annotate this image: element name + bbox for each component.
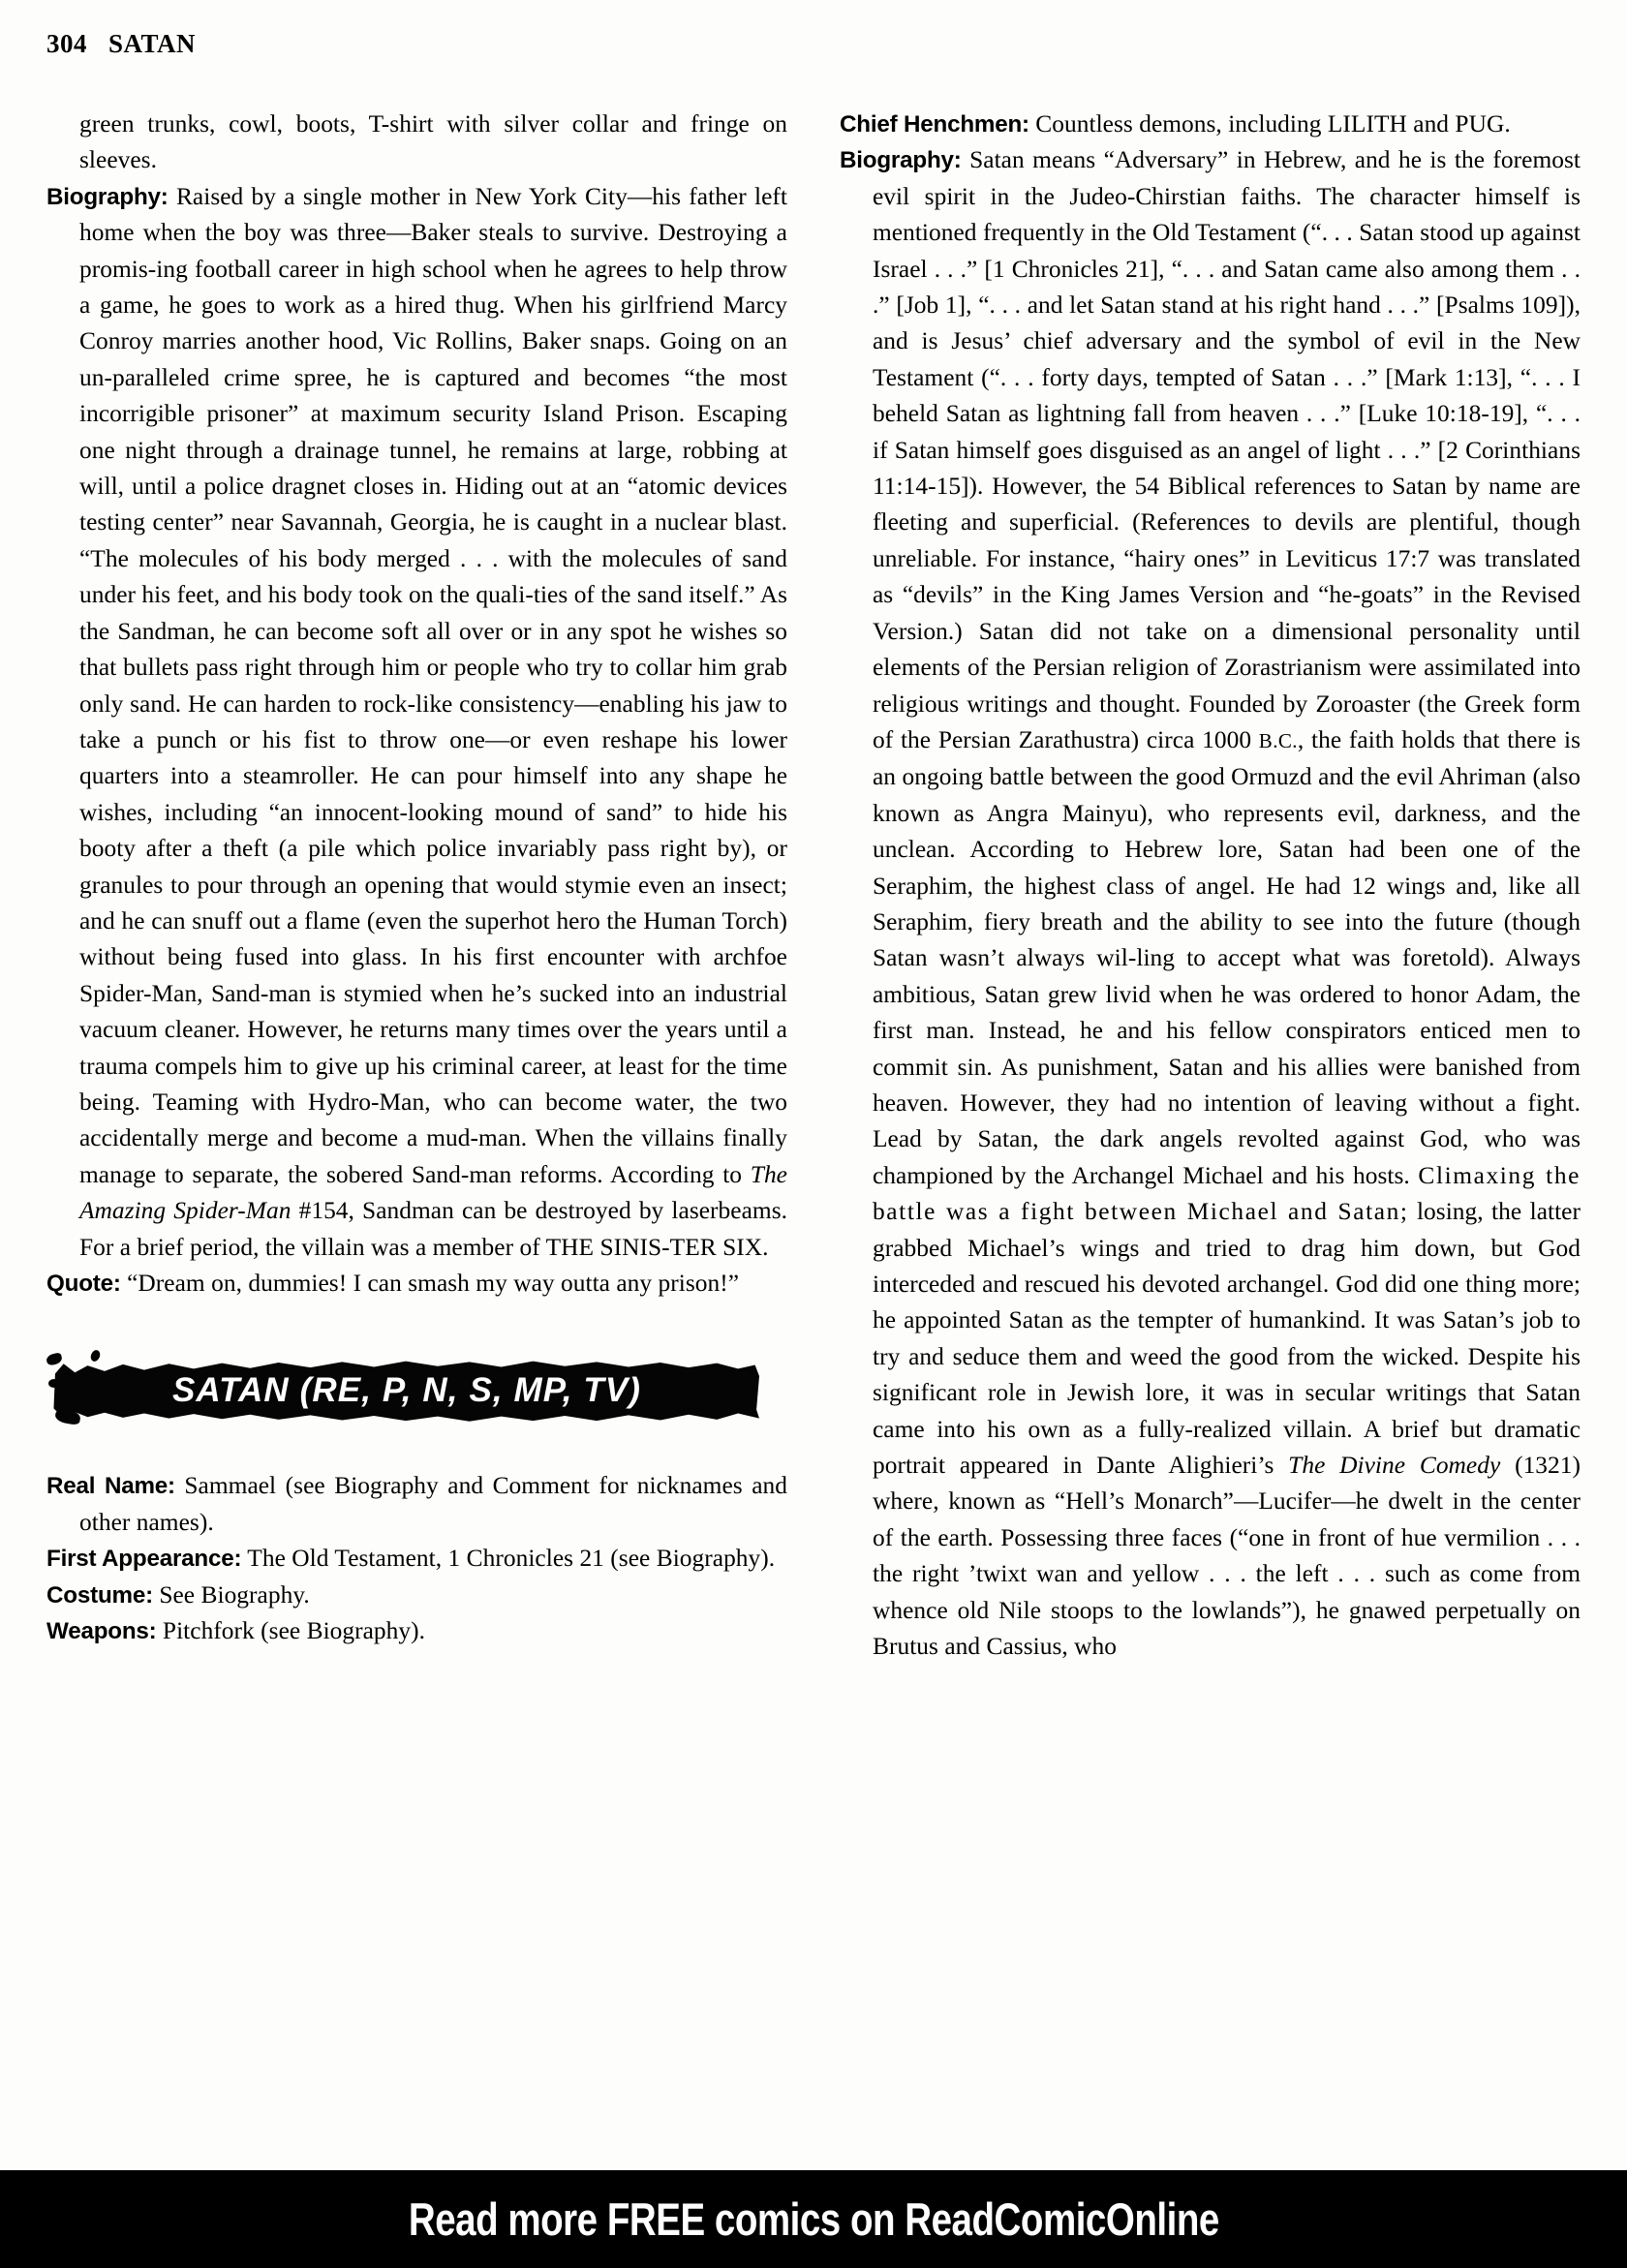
entry-field-label: Chief Henchmen: <box>840 111 1029 138</box>
entry-field-value: Countless demons, including LILITH and PUG. <box>1035 110 1511 138</box>
biography-body-part-2: , the faith holds that there is an ongoing battle between the good Ormuzd and the evil Ahriman (also known as Angra Mainyu), who represents evil, darkness, and the unclean. According to Hebrew lore, Satan had been one of the Seraphim, the highest class of angel. He had 12 wings and, like all Seraphim, fiery breath and the ability to see into the future (though Satan wasn’t always wil-ling to accept what was foretold). Always ambitious, Satan grew livid when he was ordered to honor Adam, the first man. Instead, he and his fellow conspirators enticed men to commit sin. As punishment, Satan and his allies were banished from heaven. However, they had no intention of leaving without a fight. Lead by Satan, the dark angels revolted against God, who was championed by the Archangel Michael and his hosts. <box>873 725 1581 1189</box>
right-biography-paragraph <box>840 142 1581 1665</box>
biography-body-part-3: losing, the latter grabbed Michael’s wings and tried to drag him down, but God interceded and rescued his devoted archangel. God did one thing more; he appointed Satan as the tempter of humankind. It was Satan’s job to try and seduce them and weed the good from the wicked. Despite his significant role in Jewish lore, it was in secular writings that Satan came into his own as a fully-realized villain. A brief but dramatic portrait appeared in Dante Alighieri’s <box>873 1198 1581 1480</box>
entry-field-label: Costume: <box>46 1581 153 1609</box>
entry-field-value: Pitchfork (see Biography). <box>162 1617 426 1645</box>
entry-field-label: Weapons: <box>46 1618 157 1645</box>
entry-title-text: SATAN (RE, P, N, S, MP, TV) <box>171 1371 642 1410</box>
entry-field-value: The Old Testament, 1 Chronicles 21 (see Biography). <box>247 1545 776 1573</box>
entry-field-costume <box>46 1578 787 1613</box>
entry-field-real-name <box>46 1468 787 1541</box>
quote-paragraph <box>46 1266 787 1302</box>
biography-cited-title: The Amazing Spider-Man <box>79 1160 787 1225</box>
biography-body: Raised by a single mother in New York City—his father left home when the boy was three—Baker steals to survive. Destroying a promis-ing football career in high school when he agrees to help throw a game, he goes to work as a hired thug. When his girlfriend Marcy Conroy marries another hood, Vic Rollins, Baker snaps. Going on an un-paralleled crime spree, he is captured and becomes “the most incorrigible prisoner” at maximum security Island Prison. Escaping one night through a drainage tunnel, he remains at large, robbing at will, until a police dragnet closes in. Hiding out at an “atomic devices testing center” near Savannah, Georgia, he is caught in a nuclear blast. “The molecules of his body merged . . . with the molecules of sand under his feet, and his body took on the quali-ties of the sand itself.” As the Sandman, he can become soft all over or in any spot he wishes so that bullets pass right through him or people who try to collar him grab only sand. He can harden to rock-like consistency—enabling his jaw to take a punch or his fist to throw one—or even reshape his lower quarters into a steamroller. He can pour himself into any shape he wishes, including “an innocent-looking mound of sand” to hide his booty after a theft (a pile which police invariably pass right by), or granules to pour through an opening that would stymie even an insect; and he can snuff out a flame (even the superhot hero the Human Torch) without being fused into glass. In his first encounter with archfoe Spider-Man, Sand-man is stymied when he’s sucked into an industrial vacuum cleaner. However, he returns many times over the years until a trauma compels him to give up his criminal career, at least for the time being. Teaming with Hydro-Man, who can become water, the two accidentally merge and become a mud-man. When the villains finally manage to separate, the sobered Sand-man reforms. According to <box>79 182 787 1188</box>
entry-field-weapons <box>46 1613 787 1649</box>
left-biography-paragraph <box>46 179 787 1266</box>
quote-body: “Dream on, dummies! I can smash my way outta any prison!” <box>127 1270 740 1297</box>
biography-body-part-1: Satan means “Adversary” in Hebrew, and he is the foremost evil spirit in the Judeo-Chirstian faiths. The character himself is mentioned frequently in the Old Testament (“. . . Satan stood up against Israel . . .” [1 Chronicles 21], “. . . and Satan came also among them . . .” [Job 1], “. . . and let Satan stand at his right hand . . .” [Psalms 109]), and is Jesus’ chief adversary and the symbol of evil in the New Testament (“. . . forty days, tempted of Satan . . .” [Mark 1:13], “. . . I beheld Satan as lightning fall from heaven . . .” [Luke 10:18-19], “. . . if Satan himself goes disguised as an angel of light . . .” [2 Corinthians 11:14-15]). However, the 54 Biblical references to Satan by name are fleeting and superficial. (References to devils are plentiful, though unreliable. For instance, “hairy ones” in Leviticus 17:7 was translated as “devils” in the King James Version and “he-goats” in the Revised Version.) Satan did not take on a dimensional personality until elements of the Persian religion of Zorastrianism were assimilated into religious writings and thought. Founded by Zoroaster (the Greek form of the Persian Zarathustra) circa 1000 <box>873 146 1581 753</box>
entry-field-value: See Biography. <box>159 1580 310 1609</box>
biography-emphasized-passage: Climaxing the battle was a fight between Michael and Satan; <box>873 1161 1581 1226</box>
running-head <box>46 29 196 59</box>
right-column <box>840 107 1581 2130</box>
quote-label: Quote: <box>46 1271 121 1297</box>
entry-field-value: Sammael (see Biography and Comment for nicknames and other names). <box>79 1472 787 1536</box>
biography-era-abbreviation: B.C. <box>1258 728 1298 752</box>
left-column <box>46 107 787 2130</box>
entry-field-first-appearance <box>46 1541 787 1577</box>
biography-label: Biography: <box>840 147 962 174</box>
running-head-title: SATAN <box>108 29 197 58</box>
two-column-body <box>46 107 1581 2130</box>
biography-body-part-4: (1321) where, known as “Hell’s Monarch”—Lucifer—he dwelt in the center of the earth. Possessing three faces (“one in front of hue vermilion . . . the right ’twixt wan and yellow . . . the left . . . such as come from whence old Nile stoops to the lowlands”), he gnawed perpetually on Brutus and Cassius, who <box>873 1452 1581 1661</box>
entry-field-chief-henchmen <box>840 107 1581 142</box>
biography-body-tail: #154, Sandman can be destroyed by laserbeams. For a brief period, the villain was a member of THE SINIS-TER SIX. <box>79 1197 788 1261</box>
costume-continuation-paragraph: green trunks, cowl, boots, T-shirt with silver collar and fringe on sleeves. <box>79 110 787 174</box>
site-watermark-banner <box>0 2170 1627 2268</box>
page-number: 304 <box>46 29 87 58</box>
biography-cited-title: The Divine Comedy <box>1288 1452 1501 1480</box>
watermark-text: Read more FREE comics on ReadComicOnline <box>408 2193 1219 2245</box>
entry-title-banner <box>46 1346 765 1435</box>
entry-field-label: Real Name: <box>46 1473 175 1500</box>
entry-field-label: First Appearance: <box>46 1546 242 1573</box>
biography-label: Biography: <box>46 183 169 210</box>
